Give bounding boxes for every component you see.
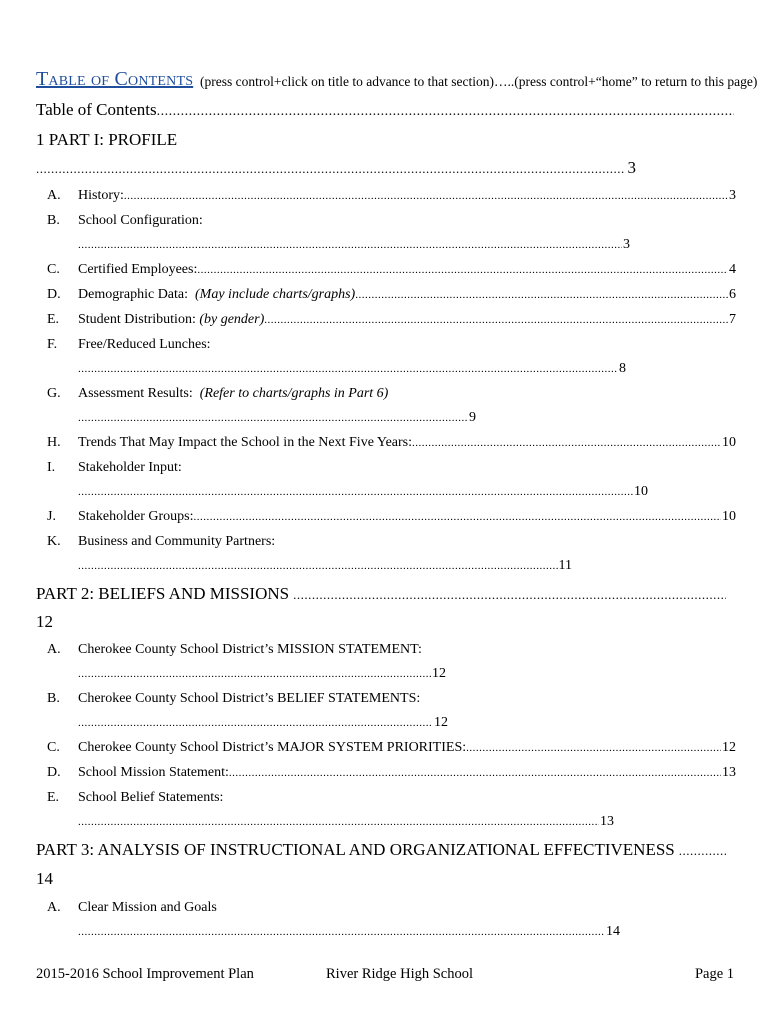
toc-entry-school-configuration[interactable]: School Configuration: [78,213,203,228]
toc-entry-assessment-results[interactable] [78,386,388,402]
toc-entry-student-distribution[interactable] [78,312,736,328]
toc-entry-page: 12 [722,740,736,755]
toc-entry-business-partners[interactable]: Business and Community Partners: [78,534,276,549]
part2-heading[interactable] [36,584,726,604]
item-letter: F. [47,337,58,352]
item-letter: D. [47,765,61,780]
toc-entry-page: 11 [558,558,572,573]
item-letter: A. [47,642,61,657]
toc-entry-district-mission[interactable]: Cherokee County School District’s MISSION STATEMENT: [78,642,422,657]
item-letter: H. [47,435,61,450]
dot-leader [78,239,622,251]
toc-entry-business-partners-page[interactable] [78,558,572,574]
toc-entry-assessment-results-page[interactable] [78,410,476,426]
toc-entry-page: 9 [469,410,476,425]
dot-leader [78,926,605,938]
toc-entry-stakeholder-groups[interactable] [78,509,736,525]
toc-entry-page: 13 [600,814,614,829]
footer-plan-title: 2015-2016 School Improvement Plan [36,966,254,982]
toc-entry-page: 14 [606,924,620,939]
footer-school-name: River Ridge High School [326,966,474,982]
toc-entry-page: 6 [729,287,736,302]
toc-entry-label: Trends That May Impact the School in the Next Five Years: [78,435,413,450]
dot-leader [466,742,721,754]
item-letter: B. [47,213,60,228]
item-letter: K. [47,534,61,549]
dot-leader [78,412,468,424]
toc-entry-page: 7 [729,312,736,327]
dot-leader [412,437,721,449]
dot-leader [36,161,625,177]
toc-entry-clear-mission-goals-page[interactable] [78,924,620,940]
item-letter: J. [47,509,56,524]
toc-entry-page: 10 [722,435,736,450]
item-letter: B. [47,691,60,706]
part2-page: 12 [36,612,53,631]
part3-label: PART 3: ANALYSIS OF INSTRUCTIONAL AND ORGANIZATIONAL EFFECTIVENESS [36,840,675,859]
dot-leader [197,264,728,276]
item-letter: E. [47,790,60,805]
toc-entry-label: Certified Employees: [78,262,198,277]
toc-entry-school-configuration-page[interactable] [78,237,630,253]
dot-leader [675,843,726,859]
footer-page-number: Page 1 [694,966,734,982]
toc-entry-table-of-contents[interactable] [36,100,734,120]
toc-entry-school-beliefs-page[interactable] [78,814,614,830]
toc-entry-district-mission-page[interactable] [78,666,446,682]
item-letter: A. [47,900,61,915]
toc-entry-page: 8 [619,361,626,376]
toc-entry-note: (May include charts/graphs) [195,287,356,302]
toc-entry-page: 3 [729,188,736,203]
toc-entry-trends[interactable] [78,435,736,451]
toc-entry-district-priorities[interactable] [78,740,736,756]
part3-page: 14 [36,869,53,888]
dot-leader [229,767,721,779]
toc-entry-district-beliefs[interactable]: Cherokee County School District’s BELIEF STATEMENTS: [78,691,421,706]
toc-entry-page: 10 [722,509,736,524]
toc-entry-label: Demographic Data: [78,287,189,302]
item-letter: D. [47,287,61,302]
toc-entry-label: Stakeholder Groups: [78,509,194,524]
dot-leader [78,486,633,498]
part1-heading[interactable]: 1 PART I: PROFILE [36,130,178,149]
toc-entry-page: 13 [722,765,736,780]
dot-leader [78,560,558,572]
toc-entry-stakeholder-input-page[interactable] [78,484,648,500]
dot-leader [124,190,728,202]
toc-entry-stakeholder-input[interactable]: Stakeholder Input: [78,460,182,475]
toc-entry-district-beliefs-page[interactable] [78,715,448,731]
toc-entry-label: Assessment Results: [78,386,193,401]
toc-entry-label: History: [78,188,124,203]
dot-leader [193,511,721,523]
toc-entry-certified-employees[interactable] [78,262,736,278]
dot-leader [157,104,734,120]
toc-entry-page: 3 [623,237,630,252]
part3-heading[interactable] [36,840,726,860]
toc-entry-label: School Mission Statement: [78,765,229,780]
toc-entry-page: 12 [434,715,448,730]
dot-leader [78,816,599,828]
toc-entry-note: (by gender) [199,312,265,327]
toc-instructions: (press control+click on title to advance to that section)…..(press control+“home” to return to this page) [200,74,758,89]
part1-page: 3 [627,158,636,177]
item-letter: C. [47,740,60,755]
toc-entry-page: 10 [634,484,648,499]
toc-title-link[interactable]: Table of Contents [36,68,194,90]
toc-entry-clear-mission-goals[interactable]: Clear Mission and Goals [78,900,217,915]
part1-page-line[interactable] [36,158,636,178]
toc-entry-label: Table of Contents [36,100,157,119]
toc-entry-page: 12 [432,666,446,681]
dot-leader [264,314,728,326]
item-letter: I. [47,460,56,475]
toc-entry-label: Student Distribution: [78,312,196,327]
item-letter: G. [47,386,61,401]
toc-entry-free-reduced-lunches[interactable]: Free/Reduced Lunches: [78,337,211,352]
toc-entry-label: Cherokee County School District’s MAJOR SYSTEM PRIORITIES: [78,740,467,755]
item-letter: A. [47,188,61,203]
toc-entry-history[interactable] [78,188,736,204]
item-letter: C. [47,262,60,277]
dot-leader [78,668,431,680]
toc-entry-free-reduced-lunches-page[interactable] [78,361,626,377]
item-letter: E. [47,312,60,327]
dot-leader [289,587,726,603]
toc-entry-school-beliefs[interactable]: School Belief Statements: [78,790,224,805]
part2-label: PART 2: BELIEFS AND MISSIONS [36,584,290,603]
toc-entry-note: (Refer to charts/graphs in Part 6) [199,386,389,401]
dot-leader [78,717,433,729]
toc-entry-page: 4 [729,262,736,277]
dot-leader [355,289,728,301]
dot-leader [78,363,618,375]
toc-entry-school-mission[interactable] [78,765,736,781]
toc-entry-demographic-data[interactable] [78,287,736,303]
